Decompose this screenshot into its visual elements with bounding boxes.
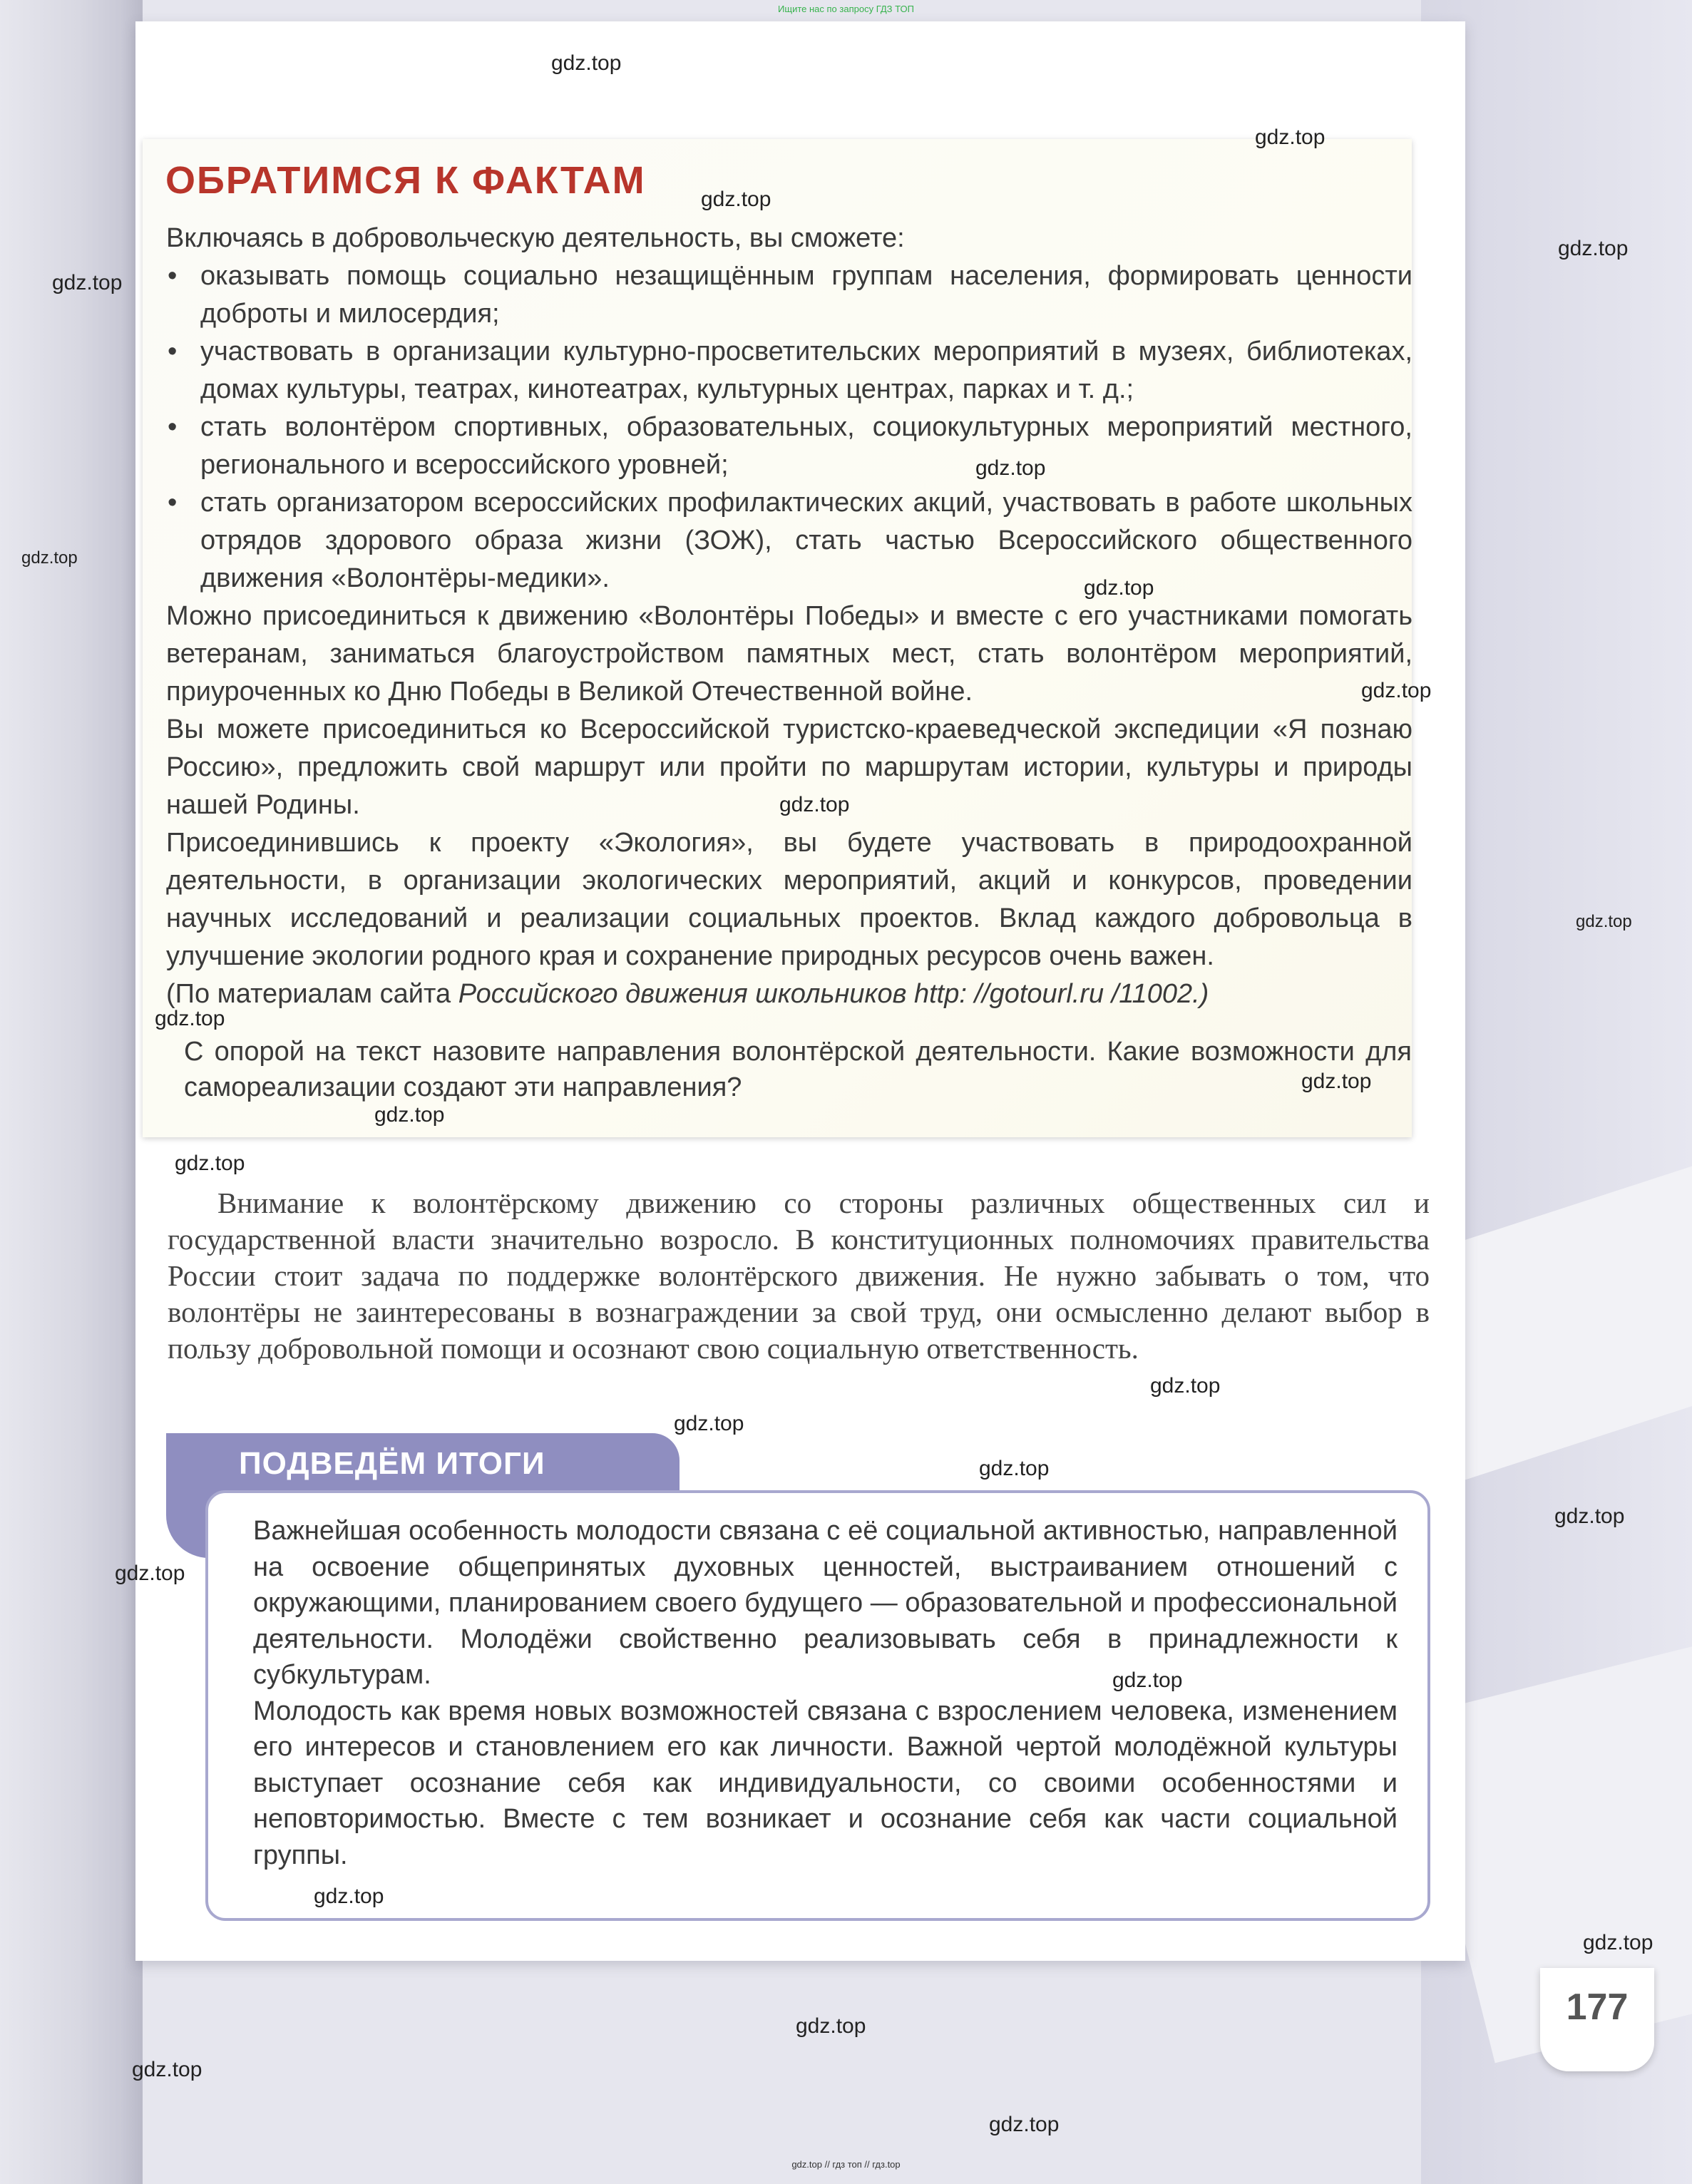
watermark: gdz.top [1150,1374,1221,1398]
facts-source: (По материалам сайта Российского движения школьников http: //gotourl.ru /11002.) [166,979,1209,1009]
bullet-icon: • [168,412,178,442]
watermark: gdz.top [374,1103,445,1127]
watermark: gdz.top [1558,237,1629,260]
watermark: gdz.top [1255,125,1326,149]
watermark: gdz.top [979,1457,1050,1480]
summary-paragraph: Молодость как время новых возможностей связана с взрослением человека, изменением его интересов и становлением его как личности. Важной чертой молодёжной культуры выступает осознание себя как индивидуальности, со своими особенностями и неповторимостью. Вместе с тем возникает и осознание себя как части социальной группы. [253,1696,1398,1870]
list-item: • участвовать в организации культурно-просветительских мероприятий в музеях, библиотеках, домах культуры, театрах, кинотеатрах, культурных центрах, парках и т. д.; [166,333,1412,409]
footer-note: gdz.top // гдз топ // гдз.top [791,2159,901,2170]
book-spine-shadow [0,0,143,2184]
watermark: gdz.top [1084,576,1154,600]
watermark: gdz.top [701,188,771,211]
watermark: gdz.top [1301,1070,1372,1093]
facts-list [166,257,1412,598]
bullet-icon: • [168,488,178,518]
list-item: • стать волонтёром спортивных, образовательных, социокультурных мероприятий местного, регионального и всероссийского уровней; [166,409,1412,484]
facts-question: С опорой на текст назовите направления волонтёрской деятельности. Какие возможности для самореализации создают эти направления? [184,1037,1412,1102]
summary-paragraph: Важнейшая особенность молодости связана с её социальной активностью, направленной на освоение общепринятых духовных ценностей, выстраиванием отношений с окружающими, планированием своего будущего — образовательной и профессиональной деятельности. Молодёжи свойственно реализовывать себя в принадлежности к субкультурам. [253,1516,1398,1690]
summary-title: ПОДВЕДЁМ ИТОГИ [239,1446,545,1481]
facts-paragraph-ecology: Присоединившись к проекту «Экология», вы будете участвовать в природоохранной деятельности, в организации экологических мероприятий, акций и конкурсов, проведении научных исследований и реализации социальных проектов. Вклад каждого добровольца в улучшение экологии родного края и сохранение природных ресурсов очень важен. [166,828,1412,971]
facts-intro: Включаясь в добровольческую деятельность, вы сможете: [166,223,905,253]
watermark: gdz.top [314,1885,384,1908]
watermark: gdz.top [155,1007,225,1030]
watermark: gdz.top [551,51,622,75]
watermark: gdz.top [1576,912,1632,931]
facts-body [166,220,1412,1013]
header-note: Ищите нас по запросу ГДЗ ТОП [778,4,914,14]
summary-text [253,1513,1398,1873]
facts-title: ОБРАТИМСЯ К ФАКТАМ [165,159,646,202]
watermark: gdz.top [989,2113,1060,2136]
watermark: gdz.top [21,548,78,568]
watermark: gdz.top [674,1412,744,1435]
watermark: gdz.top [132,2058,202,2081]
watermark: gdz.top [1554,1504,1625,1528]
list-item: • стать организатором всероссийских профилактических акций, участвовать в работе школьных отрядов здорового образа жизни (ЗОЖ), стать частью Всероссийского общественного движения «Волонтёры-медики». [166,484,1412,598]
watermark: gdz.top [975,456,1046,480]
page-number: 177 [1566,1986,1629,2028]
list-item: • оказывать помощь социально незащищённым группам населения, формировать ценности доброты и милосердия; [166,257,1412,333]
watermark: gdz.top [1583,1931,1653,1954]
bullet-icon: • [168,261,178,291]
bullet-icon: • [168,337,178,366]
watermark: gdz.top [115,1562,185,1585]
watermark: gdz.top [52,271,123,294]
facts-paragraph-russia: Вы можете присоединиться ко Всероссийской туристско-краеведческой экспедиции «Я познаю Россию», предложить свой маршрут или пройти по маршрутам истории, культуры и природы нашей Родины. [166,714,1412,820]
watermark: gdz.top [1112,1668,1183,1692]
watermark: gdz.top [796,2014,866,2038]
main-paragraph: Внимание к волонтёрскому движению со стороны различных общественных сил и государственной власти значительно возросло. В конституционных полномочиях правительства России стоит задача по поддержке волонтёрского движения. Не нужно забывать о том, что волонтёры не заинтересованы в вознаграждении за свой труд, они осмысленно делают выбор в пользу добровольной помощи и осознают свою социальную ответственность. [168,1186,1430,1365]
watermark: gdz.top [779,793,850,816]
watermark: gdz.top [175,1152,245,1175]
watermark: gdz.top [1361,679,1432,702]
facts-paragraph-victory: Можно присоединиться к движению «Волонтёры Победы» и вместе с его участниками помогать ветеранам, заниматься благоустройством памятных мест, стать волонтёром мероприятий, приуроченных ко Дню Победы в Великой Отечественной войне. [166,601,1412,707]
